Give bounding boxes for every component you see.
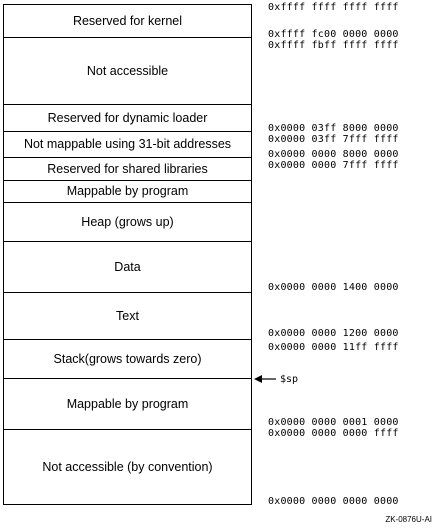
- address-label: 0x0000 0000 8000 0000: [268, 149, 399, 160]
- region-data: Data: [114, 259, 141, 274]
- region-not-accessible: Not accessible: [86, 63, 169, 78]
- region-kernel: Reserved for kernel: [72, 13, 183, 28]
- address-label: 0x0000 0000 1200 0000: [268, 328, 399, 339]
- stack-pointer-label: $sp: [280, 373, 299, 385]
- region-divider: [3, 378, 252, 379]
- region-divider: [3, 339, 252, 340]
- region-divider: [3, 37, 252, 38]
- address-label: 0xffff fbff ffff ffff: [268, 40, 399, 51]
- address-label: 0x0000 0000 0000 ffff: [268, 428, 399, 439]
- address-label: 0x0000 03ff 7fff ffff: [268, 134, 399, 145]
- region-shared-libraries: Reserved for shared libraries: [47, 161, 208, 176]
- arrow-left-icon: [254, 374, 276, 384]
- region-heap: Heap (grows up): [81, 214, 174, 229]
- address-label: 0x0000 03ff 8000 0000: [268, 123, 399, 134]
- address-label: 0x0000 0000 7fff ffff: [268, 160, 399, 171]
- region-not-accessible-convention: Not accessible (by convention): [42, 460, 213, 474]
- region-dynamic-loader: Reserved for dynamic loader: [47, 110, 208, 125]
- region-not-mappable-31bit: Not mappable using 31-bit addresses: [23, 137, 232, 151]
- address-label: 0x0000 0000 1400 0000: [268, 282, 399, 293]
- region-divider: [3, 292, 252, 293]
- region-mappable-lower: Mappable by program: [66, 396, 189, 411]
- region-divider: [3, 157, 252, 158]
- address-label: 0x0000 0000 11ff ffff: [268, 342, 399, 353]
- address-label: 0x0000 0000 0001 0000: [268, 417, 399, 428]
- region-divider: [3, 131, 252, 132]
- region-divider: [3, 241, 252, 242]
- region-divider: [3, 202, 252, 203]
- stack-pointer-marker: [254, 372, 298, 386]
- figure-id: ZK-0876U-AI: [385, 515, 432, 524]
- region-mappable-upper: Mappable by program: [66, 184, 189, 198]
- region-divider: [3, 180, 252, 181]
- region-divider: [3, 429, 252, 430]
- region-text: Text: [116, 308, 139, 323]
- region-divider: [3, 104, 252, 105]
- region-stack: Stack(grows towards zero): [53, 351, 202, 366]
- address-label: 0xffff fc00 0000 0000: [268, 29, 399, 40]
- address-label: 0xffff ffff ffff ffff: [268, 2, 399, 13]
- address-label: 0x0000 0000 0000 0000: [268, 496, 399, 507]
